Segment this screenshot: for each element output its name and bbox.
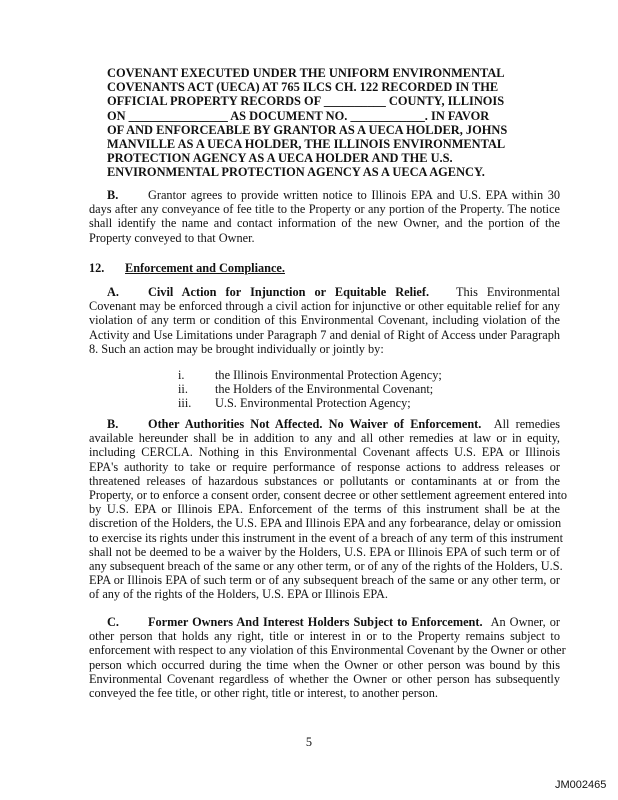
covenant-heading — [107, 66, 507, 180]
text-line: 8. Such an action may be brought individually or jointly by: — [89, 341, 384, 356]
paragraph-text: An Owner, or — [490, 615, 560, 629]
text-line: EPA or Illinois EPA of such term or of any subsequent breach of the same or any other term, or — [89, 573, 560, 588]
list-numeral: iii. — [178, 396, 192, 411]
text-line: EPA's authority to take or require performance of response actions to address releases or — [89, 459, 560, 474]
section-title: Enforcement and Compliance. — [125, 261, 285, 275]
text-line: to exercise its rights under this instrument in the event of a breach of any term of this instrument — [89, 530, 563, 545]
text-line: Environmental Covenant regardless of whether the Owner or other person has subsequently — [89, 671, 560, 686]
list-text: the Illinois Environmental Protection Agency; — [215, 368, 442, 382]
text-line: PROTECTION AGENCY AS A UECA HOLDER AND THE U.S. — [107, 151, 453, 166]
list-text: the Holders of the Environmental Covenant; — [215, 382, 434, 397]
text-line: COVENANTS ACT (UECA) AT 765 ILCS CH. 122 RECORDED IN THE — [107, 80, 499, 95]
text-line: shall not be deemed to be a waiver by the Holders, U.S. EPA or Illinois EPA of such term or of — [89, 544, 560, 559]
paragraph-text: Grantor agrees to provide written notice to Illinois EPA and U.S. EPA within 30 — [148, 188, 560, 202]
text-line: enforcement with respect to any violation of this Environmental Covenant by the Owner or other — [89, 643, 566, 658]
text-line: violation of any term or condition of this Environmental Covenant, including violation of the — [89, 313, 560, 328]
text-line: ON ________________ AS DOCUMENT NO. ____________. IN FAVOR — [107, 108, 490, 123]
paragraph-number: B. — [107, 417, 119, 431]
paragraph-text: This Environmental — [456, 285, 560, 299]
text-line: COVENANT EXECUTED UNDER THE UNIFORM ENVIRONMENTAL — [107, 66, 505, 80]
text-line: any subsequent breach of the same or any other term, or of any of the rights of the Holders, U.S. — [89, 558, 563, 573]
paragraph-number: C. — [107, 615, 119, 629]
text-line: Covenant may be enforced through a civil action for injunctive or other equitable relief for any — [89, 299, 560, 314]
paragraph-b-other-authorities — [89, 417, 568, 602]
text-line: discretion of the Holders, the U.S. EPA and Illinois EPA and any forbearance, delay or omission — [89, 516, 562, 531]
text-line: OFFICIAL PROPERTY RECORDS OF __________ COUNTY, ILLINOIS — [107, 94, 505, 109]
page-number: 5 — [305, 735, 313, 749]
paragraph-b-notice — [89, 188, 560, 245]
text-line: including CERCLA. Nothing in this Environmental Covenant affects U.S. EPA or Illinois — [89, 445, 560, 460]
paragraph-a-civil-action — [89, 285, 560, 356]
paragraph-first-line — [89, 615, 560, 629]
paragraph-first-line — [89, 188, 560, 202]
paragraph-number: B. — [107, 188, 119, 202]
bates-number: JM002465 — [555, 779, 607, 791]
paragraph-c-former-owners — [89, 615, 566, 700]
text-line: OF AND ENFORCEABLE BY GRANTOR AS A UECA HOLDER, JOHNS — [107, 122, 508, 137]
section-heading — [89, 261, 285, 276]
list-item — [178, 368, 442, 382]
list-text: U.S. Environmental Protection Agency; — [215, 396, 411, 411]
text-line: available hereunder shall be in addition to any and all other remedies at law or in equity, — [89, 431, 560, 446]
text-line: days after any conveyance of fee title to the Property or any portion of the Property. The notice — [89, 202, 560, 217]
text-line: conveyed the fee title, or other right, title or interest, to another person. — [89, 685, 438, 700]
section-number: 12. — [89, 261, 105, 275]
text-line: of any of the rights of the Holders, U.S. EPA or Illinois EPA. — [89, 587, 388, 602]
paragraph-text: All remedies — [493, 417, 560, 431]
text-line: threatened releases of hazardous substances or pollutants or contaminants at or from the — [89, 473, 560, 488]
text-line: Property conveyed to that Owner. — [89, 230, 255, 245]
text-line: shall identify the name and contact information of the new Owner, and the portion of the — [89, 216, 560, 231]
text-line: Activity and Use Limitations under Paragraph 7 and denial of Right of Access under Paragraph — [89, 327, 560, 342]
text-line: ENVIRONMENTAL PROTECTION AGENCY AS A UECA AGENCY. — [107, 165, 485, 180]
text-line: person which occurred during the time when the Owner or other person was bound by this — [89, 657, 560, 672]
text-line: by U.S. EPA or Illinois EPA. Enforcement of the terms of this instrument shall be at the — [89, 502, 560, 517]
paragraph-first-line — [89, 285, 560, 299]
paragraph-title: Former Owners And Interest Holders Subject to Enforcement. — [148, 615, 483, 629]
text-line: other person that holds any right, title or interest in or to the Property remains subject to — [89, 629, 560, 644]
paragraph-number: A. — [107, 285, 119, 299]
list-item — [178, 396, 442, 410]
paragraph-first-line — [89, 417, 560, 431]
list-numeral: ii. — [178, 382, 188, 397]
text-line: Property, or to enforce a consent order, consent decree or other settlement agreement entered into — [89, 487, 568, 502]
text-line: MANVILLE AS A UECA HOLDER, THE ILLINOIS ENVIRONMENTAL — [107, 136, 506, 151]
enforcer-list — [178, 368, 442, 411]
paragraph-title: Other Authorities Not Affected. No Waiver of Enforcement. — [148, 417, 482, 431]
list-numeral: i. — [178, 368, 185, 382]
paragraph-title: Civil Action for Injunction or Equitable Relief. — [148, 285, 430, 299]
list-item — [178, 382, 442, 396]
